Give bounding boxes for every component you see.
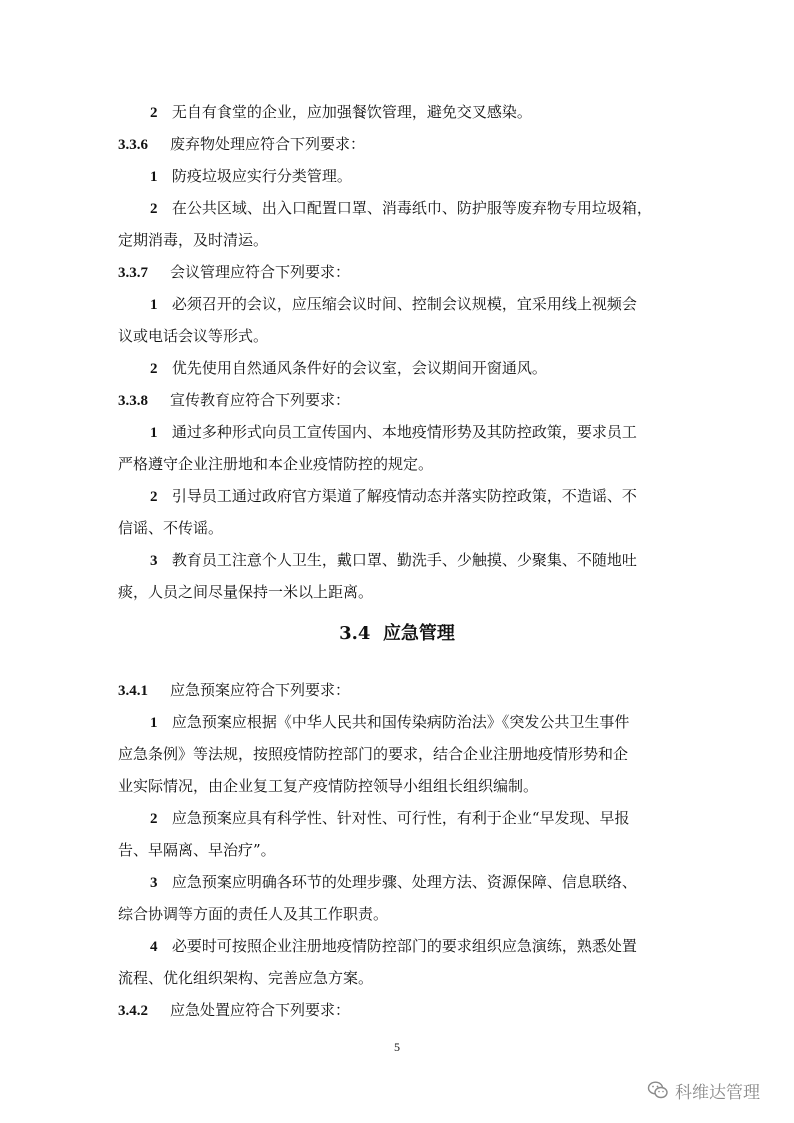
item-3-3-8-1: 1 通过多种形式向员工宣传国内、本地疫情形势及其防控政策，要求员工 xyxy=(150,423,637,441)
clause-3-4-1: 3.4.1 应急预案应符合下列要求： xyxy=(118,681,351,699)
item-3-3-7-2: 2 优先使用自然通风条件好的会议室，会议期间开窗通风。 xyxy=(150,359,547,377)
item-3-3-6-2-cont: 定期消毒，及时清运。 xyxy=(118,231,269,249)
clause-3-3-8: 3.3.8 宣传教育应符合下列要求： xyxy=(118,391,351,409)
watermark-text: 科维达管理 xyxy=(675,1082,760,1103)
item-3-4-1-1: 1 应急预案应根据《中华人民共和国传染病防治法》《突发公共卫生事件 xyxy=(150,713,630,731)
wechat-icon xyxy=(647,1079,669,1101)
page-number: 5 xyxy=(394,1040,400,1054)
item-3-3-7-1: 1 必须召开的会议，应压缩会议时间、控制会议规模，宜采用线上视频会 xyxy=(150,295,637,313)
item-3-4-1-2: 2 应急预案应具有科学性、针对性、可行性，有利于企业“早发现、早报 xyxy=(150,809,630,827)
clause-3-3-6: 3.3.6 废弃物处理应符合下列要求： xyxy=(118,135,366,153)
item-3-3-8-3: 3 教育员工注意个人卫生，戴口罩、勤洗手、少触摸、少聚集、不随地吐 xyxy=(150,551,637,569)
watermark xyxy=(647,1077,760,1103)
item-3-3-8-2-cont: 信谣、不传谣。 xyxy=(118,519,224,537)
item-3-4-1-3: 3 应急预案应明确各环节的处理步骤、处理方法、资源保障、信息联络、 xyxy=(150,873,637,891)
clause-3-3-7: 3.3.7 会议管理应符合下列要求： xyxy=(118,263,351,281)
section-heading-3-4: 3.4 应急管理 xyxy=(339,623,455,644)
clause-3-4-2: 3.4.2 应急处置应符合下列要求： xyxy=(118,1001,351,1019)
item-3-4-1-1-cont-b: 业实际情况，由企业复工复产疫情防控领导小组组长组织编制。 xyxy=(118,777,539,795)
item-2-canteen: 2 无自有食堂的企业，应加强餐饮管理，避免交叉感染。 xyxy=(150,103,532,121)
item-3-3-6-2: 2 在公共区域、出入口配置口罩、消毒纸巾、防护服等废弃物专用垃圾箱， xyxy=(150,199,652,217)
item-3-4-1-2-cont: 告、早隔离、早治疗”。 xyxy=(118,841,276,859)
item-3-4-1-4: 4 必要时可按照企业注册地疫情防控部门的要求组织应急演练，熟悉处置 xyxy=(150,937,637,955)
item-3-4-1-3-cont: 综合协调等方面的责任人及其工作职责。 xyxy=(118,905,389,923)
item-3-4-1-4-cont: 流程、优化组织架构、完善应急方案。 xyxy=(118,969,374,987)
item-3-3-8-2: 2 引导员工通过政府官方渠道了解疫情动态并落实防控政策，不造谣、不 xyxy=(150,487,637,505)
item-3-4-1-1-cont-a: 应急条例》等法规，按照疫情防控部门的要求，结合企业注册地疫情形势和企 xyxy=(118,745,629,763)
item-3-3-6-1: 1 防疫垃圾应实行分类管理。 xyxy=(150,167,352,185)
item-3-3-8-3-cont: 痰，人员之间尽量保持一米以上距离。 xyxy=(118,583,374,601)
item-3-3-7-1-cont: 议或电话会议等形式。 xyxy=(118,327,269,345)
item-3-3-8-1-cont: 严格遵守企业注册地和本企业疫情防控的规定。 xyxy=(118,455,434,473)
